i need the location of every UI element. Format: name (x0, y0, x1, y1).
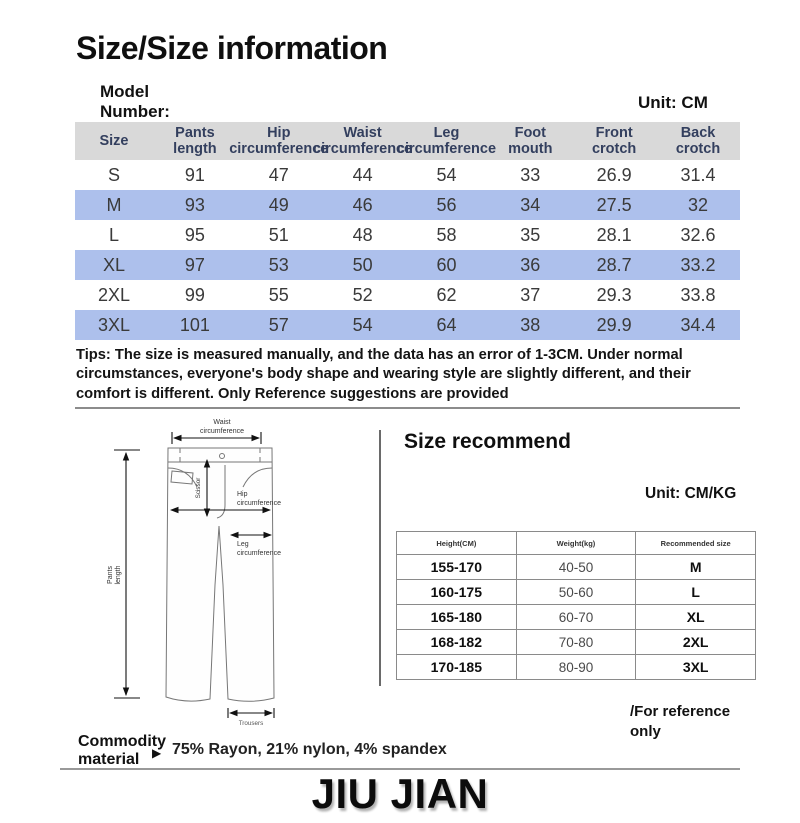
hip-label-line2: circumference (237, 500, 281, 507)
table-cell: 34.4 (680, 314, 716, 335)
table-cell: 46 (352, 194, 373, 215)
model-number-label: Model Number: (100, 82, 170, 121)
waist-label-line1: Waist (213, 419, 231, 426)
table-cell: 3XL (97, 314, 131, 335)
size-recommend-title: Size recommend (404, 430, 571, 453)
recommend-row (397, 555, 756, 580)
height-cell: 168-182 (397, 630, 517, 655)
size-table-header-row (75, 122, 740, 160)
table-cell: 95 (184, 224, 205, 245)
recommend-row (397, 580, 756, 605)
size-cell: M (636, 555, 756, 580)
table-cell: 29.3 (596, 284, 632, 305)
table-cell: 31.4 (680, 164, 716, 185)
weight-cell: 80-90 (516, 655, 636, 680)
table-cell: 29.9 (596, 314, 632, 335)
table-cell: 54 (352, 314, 373, 335)
pants-length-label-line2: length (115, 565, 122, 585)
table-cell: 54 (436, 164, 457, 185)
material-value: 75% Rayon, 21% nylon, 4% spandex (172, 741, 447, 758)
size-cell: L (636, 580, 756, 605)
waist-label-line2: circumference (200, 428, 244, 435)
recommend-table (396, 531, 756, 680)
table-cell: XL (102, 254, 126, 275)
size-cell: 2XL (636, 630, 756, 655)
table-row-2xl (75, 280, 740, 310)
weight-cell: 70-80 (516, 630, 636, 655)
col-hip: Hip circumference (237, 122, 321, 160)
table-cell: 60 (436, 254, 457, 275)
size-cell: 3XL (636, 655, 756, 680)
table-cell: 58 (436, 224, 457, 245)
divider (75, 407, 740, 409)
col-back-crotch: Back crotch (656, 122, 740, 160)
height-cell: 165-180 (397, 605, 517, 630)
triangle-arrow-icon: ▶ (152, 746, 162, 760)
vertical-divider (379, 430, 381, 686)
table-cell: 99 (184, 284, 205, 305)
reference-note: /For reference only (630, 703, 731, 740)
table-cell: 2XL (97, 284, 131, 305)
col-front-crotch: Front crotch (572, 122, 656, 160)
unit-cm-label: Unit: CM (638, 93, 708, 112)
col-size: Size (75, 122, 153, 160)
col-recommended-size: Recommended size (636, 532, 756, 555)
table-cell: 53 (268, 254, 289, 275)
size-cell: XL (636, 605, 756, 630)
table-cell: 26.9 (596, 164, 632, 185)
table-cell: 34 (520, 194, 541, 215)
trousers-label: Trousers (238, 720, 264, 727)
table-cell: 52 (352, 284, 373, 305)
table-cell: 48 (352, 224, 373, 245)
table-cell: 28.7 (596, 254, 632, 275)
table-cell: 49 (268, 194, 289, 215)
table-cell: 33 (520, 164, 541, 185)
table-cell: 35 (520, 224, 541, 245)
table-cell: 38 (520, 314, 541, 335)
height-cell: 170-185 (397, 655, 517, 680)
size-table (75, 122, 740, 340)
table-cell: 47 (268, 164, 289, 185)
trousers-outline (166, 448, 274, 701)
table-cell: 93 (184, 194, 205, 215)
table-cell: 28.1 (596, 224, 632, 245)
table-cell: 97 (184, 254, 205, 275)
recommend-row (397, 655, 756, 680)
table-cell: 51 (268, 224, 289, 245)
col-height: Height(CM) (397, 532, 517, 555)
table-cell: 91 (184, 164, 205, 185)
col-leg: Leg circumference (405, 122, 489, 160)
table-cell: 32 (688, 194, 709, 215)
page-title: Size/Size information (76, 30, 388, 66)
table-row-l (75, 220, 740, 250)
height-cell: 160-175 (397, 580, 517, 605)
table-cell: 50 (352, 254, 373, 275)
table-cell: 57 (268, 314, 289, 335)
pants-length-label-line1: Pants (107, 566, 114, 584)
scissor-label: Scissor (195, 477, 202, 499)
recommend-header-row (397, 532, 756, 555)
trousers-diagram (100, 415, 390, 745)
table-row-s (75, 160, 740, 190)
tips-text: Tips: The size is measured manually, and the data has an error of 1-3CM. Under normal circumstances, everyone's body shape and wearing style are slightly different, and their comfort is different. Only Reference suggestions are provided (76, 347, 691, 402)
table-cell: 33.2 (680, 254, 716, 275)
table-cell: L (108, 224, 119, 245)
col-foot-mouth: Foot mouth (488, 122, 572, 160)
hip-label-line1: Hip (237, 491, 248, 498)
weight-cell: 50-60 (516, 580, 636, 605)
commodity-material-label: Commodity material (78, 733, 166, 768)
table-cell: 27.5 (596, 194, 632, 215)
leg-label-line2: circumference (237, 550, 281, 557)
table-cell: S (107, 164, 120, 185)
unit-cmkg-label: Unit: CM/KG (645, 485, 737, 502)
height-cell: 155-170 (397, 555, 517, 580)
table-cell: 55 (268, 284, 289, 305)
table-cell: 101 (179, 314, 210, 335)
weight-cell: 40-50 (516, 555, 636, 580)
table-cell: 64 (436, 314, 457, 335)
table-cell: 44 (352, 164, 373, 185)
brand-logo: JIU JIAN (311, 770, 489, 817)
table-cell: 56 (436, 194, 457, 215)
weight-cell: 60-70 (516, 605, 636, 630)
recommend-row (397, 630, 756, 655)
table-row-m (75, 190, 740, 220)
table-cell: 33.8 (680, 284, 716, 305)
table-cell: 37 (520, 284, 541, 305)
col-pants-length: Pants length (153, 122, 237, 160)
table-cell: 36 (520, 254, 541, 275)
col-waist: Waist circumference (321, 122, 405, 160)
table-cell: M (106, 194, 122, 215)
recommend-row (397, 605, 756, 630)
leg-label-line1: Leg (237, 541, 249, 548)
table-cell: 32.6 (680, 224, 716, 245)
col-weight: Weight(kg) (516, 532, 636, 555)
table-row-xl (75, 250, 740, 280)
table-cell: 62 (436, 284, 457, 305)
table-row-3xl (75, 310, 740, 340)
